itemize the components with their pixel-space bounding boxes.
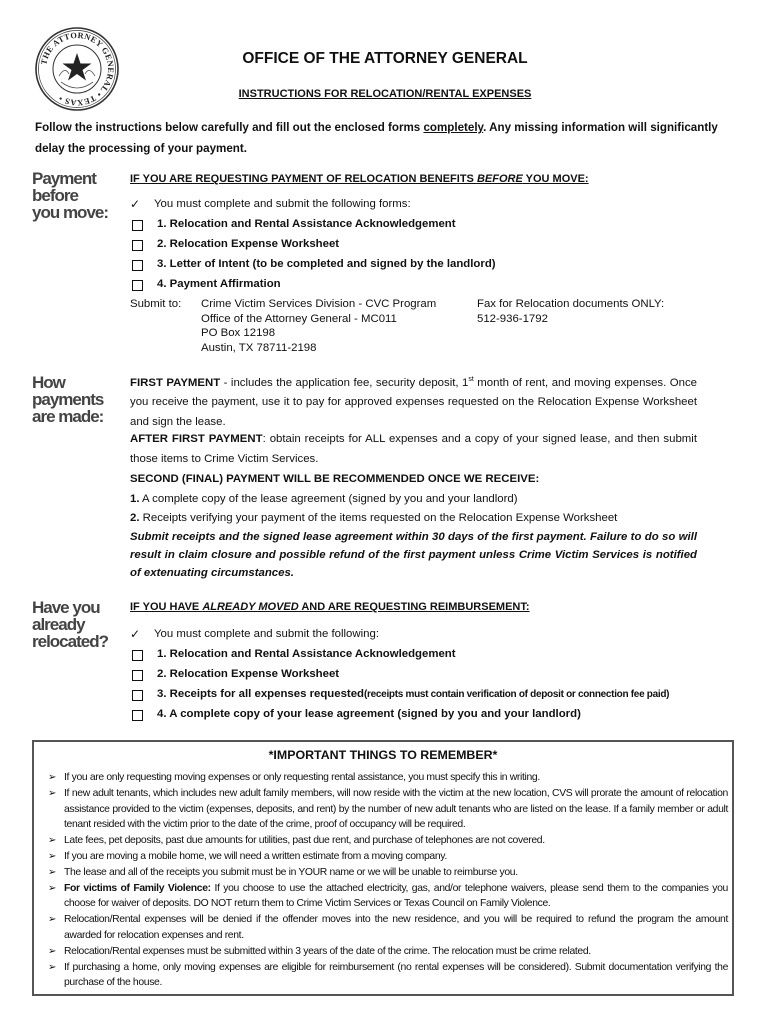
side-label-line: Payment	[32, 169, 96, 188]
bullet-bold-lead: For victims of Family Violence:	[64, 882, 211, 894]
arrow-bullet-icon: ➢	[48, 882, 57, 894]
important-reminders-box	[32, 740, 734, 996]
deadline-warning: Submit receipts and the signed lease agreement within 30 days of the first payment. Failure to do so will result in claim closure and possible refund of the first payment unless Crime Victim Services is notified of extenuating circumstances.	[130, 531, 697, 579]
side-label-line: payments	[32, 390, 104, 409]
bullet-text: If you choose to use the attached electricity, gas, and/or telephone waivers, please send them to the companies you choose for waiver of deposits. DO NOT return them to Crime Victim Services or Texas Council on Family Violence.	[64, 882, 728, 910]
checklist-item-label: 4. Payment Affirmation	[157, 278, 281, 291]
checklist-item	[130, 275, 730, 295]
heading-text: IF YOU HAVE	[130, 601, 203, 613]
section3-heading	[130, 601, 530, 613]
after-first-payment-label: AFTER FIRST PAYMENT	[130, 433, 263, 445]
section3-checklist	[130, 625, 730, 725]
address-line: Crime Victim Services Division - CVC Program	[201, 298, 437, 310]
checkbox[interactable]	[132, 240, 143, 251]
side-label-line: you move:	[32, 203, 109, 222]
side-label-line: Have you	[32, 598, 100, 617]
bullet-text: Relocation/Rental expenses must be submitted within 3 years of the date of the crime. The relocation must be crime related.	[64, 945, 591, 957]
side-label-line: already	[32, 615, 85, 634]
second-payment-block	[130, 470, 697, 529]
bullet-text: Late fees, pet deposits, past due amounts for utilities, past due rent, and purchase of telephones are not covered.	[64, 835, 545, 847]
side-label-line: How	[32, 373, 65, 392]
important-bullet	[48, 865, 728, 881]
checkbox[interactable]	[132, 260, 143, 271]
side-label-line: before	[32, 186, 78, 205]
checklist-item	[130, 665, 730, 685]
second-payment-item	[130, 509, 697, 529]
checklist-item-label: 3. Letter of Intent (to be completed and signed by the landlord)	[157, 258, 496, 271]
side-label-line: relocated?	[32, 632, 108, 651]
arrow-bullet-icon: ➢	[48, 850, 57, 862]
checkbox[interactable]	[132, 280, 143, 291]
important-bullet	[48, 960, 728, 992]
submit-label: Submit to:	[130, 298, 182, 310]
checklist-intro	[130, 195, 730, 215]
checklist-item-label: 3. Receipts for all expenses requested	[157, 688, 365, 701]
bullet-text: Relocation/Rental expenses will be denied if the offender moves into the new residence, and you will be required to refund the program the amount awarded for relocation expenses and rent.	[64, 914, 728, 941]
heading-text: IF YOU ARE REQUESTING PAYMENT OF RELOCATION BENEFITS	[130, 173, 477, 185]
arrow-bullet-icon: ➢	[48, 835, 57, 847]
fax-info	[477, 297, 664, 326]
intro-paragraph	[35, 117, 735, 159]
checklist-item	[130, 645, 730, 665]
superscript: st	[468, 376, 474, 383]
checklist-intro	[130, 625, 730, 645]
checklist-item	[130, 235, 730, 255]
important-bullet	[48, 881, 728, 913]
seal-text: THE ATTORNEY GENERAL • TEXAS •	[39, 30, 116, 108]
section1-checklist	[130, 195, 730, 295]
checkmark-icon: ✓	[130, 197, 141, 212]
address-line: Austin, TX 78711-2198	[201, 341, 317, 354]
important-bullet	[48, 770, 728, 786]
section1-heading	[130, 173, 589, 185]
checkbox[interactable]	[132, 710, 143, 721]
first-payment-text: - includes the application fee, security deposit, 1	[220, 376, 469, 389]
arrow-bullet-icon: ➢	[48, 787, 57, 799]
heading-emphasis: BEFORE	[476, 173, 523, 185]
side-label-payment-before	[32, 170, 132, 221]
checklist-item-label: 1. Relocation and Rental Assistance Acknowledgement	[157, 218, 456, 231]
address-line: Office of the Attorney General - MC011	[201, 312, 397, 325]
side-label-already-relocated	[32, 599, 132, 650]
item-text: Receipts verifying your payment of the items requested on the Relocation Expense Worksheet	[139, 512, 618, 524]
item-text: A complete copy of the lease agreement (signed by you and your landlord)	[139, 492, 518, 505]
side-label-how-payments	[32, 374, 132, 425]
checklist-item-label: 1. Relocation and Rental Assistance Acknowledgement	[157, 648, 456, 661]
arrow-bullet-icon: ➢	[48, 961, 57, 973]
important-bullet	[48, 786, 728, 833]
heading-emphasis: ALREADY MOVED	[202, 601, 299, 613]
address-line: PO Box 12198	[201, 327, 276, 339]
intro-underlined: completely	[423, 121, 484, 134]
checkbox[interactable]	[132, 690, 143, 701]
arrow-bullet-icon: ➢	[48, 945, 57, 957]
arrow-bullet-icon: ➢	[48, 914, 57, 926]
checklist-item-label: 2. Relocation Expense Worksheet	[157, 238, 340, 251]
important-bullet	[48, 833, 728, 849]
checklist-intro-text: You must complete and submit the following:	[154, 628, 379, 641]
bullet-text: If you are only requesting moving expenses or only requesting rental assistance, you must specify this in writing.	[64, 772, 540, 783]
checklist-item	[130, 255, 730, 275]
first-payment-text: month of rent, and moving expenses. Once you receive the payment, use it to pay for approved expenses requested on the Relocation Expense Worksheet and sign the lease.	[130, 376, 697, 428]
checklist-item	[130, 685, 730, 705]
checkbox[interactable]	[132, 220, 143, 231]
important-bullet-list	[48, 770, 728, 991]
intro-text-a: Follow the instructions below carefully and fill out the enclosed forms	[35, 121, 424, 134]
arrow-bullet-icon: ➢	[48, 866, 57, 878]
side-label-line: are made:	[32, 407, 104, 426]
checkbox[interactable]	[132, 650, 143, 661]
page-subtitle: INSTRUCTIONS FOR RELOCATION/RENTAL EXPENSES	[238, 88, 532, 100]
bullet-text: If purchasing a home, only moving expenses are eligible for reimbursement (no rental expenses will be considered). Submit documentation verifying the purchase of the house.	[64, 961, 728, 989]
checklist-item-note: (receipts must contain verification of deposit or connection fee paid)	[364, 689, 670, 701]
first-payment-label: FIRST PAYMENT	[130, 376, 221, 389]
bullet-text: The lease and all of the receipts you submit must be in YOUR name or we will be unable to reimburse you.	[64, 866, 518, 878]
after-first-payment-text: : obtain receipts for ALL expenses and a copy of your signed lease, and then submit those items to Crime Victim Services.	[130, 433, 697, 465]
checklist-item	[130, 215, 730, 235]
heading-text: YOU MOVE:	[522, 173, 589, 185]
important-bullet	[48, 849, 728, 865]
page-title: OFFICE OF THE ATTORNEY GENERAL	[242, 50, 528, 67]
bullet-text: If you are moving a mobile home, we will need a written estimate from a moving company.	[64, 850, 447, 862]
bullet-text: If new adult tenants, which includes new adult family members, will now reside with the victim at the new location, CVS will prorate the amount of relocation assistance provided to the victim (expenses, deposits, and rent) by the number of new adult tenants who are listed on the lease. If a family member or adult tenant resided with the victim prior to the date of the crime, proof of occupancy will be required.	[64, 787, 728, 831]
important-bullet	[48, 944, 728, 960]
checklist-intro-text: You must complete and submit the following forms:	[154, 198, 411, 211]
fax-label: Fax for Relocation documents ONLY:	[477, 298, 665, 310]
intro-text-b: . Any missing information will significantly delay the processing of your payment.	[35, 121, 718, 155]
mailing-address	[201, 297, 436, 355]
first-payment-paragraph	[130, 370, 697, 432]
important-bullet	[48, 912, 728, 944]
checklist-item-label: 4. A complete copy of your lease agreement (signed by you and your landlord)	[157, 708, 581, 721]
arrow-bullet-icon: ➢	[48, 772, 57, 783]
item-number: 2.	[130, 512, 140, 524]
checkmark-icon: ✓	[130, 627, 141, 642]
second-payment-heading: SECOND (FINAL) PAYMENT WILL BE RECOMMENDED ONCE WE RECEIVE:	[130, 473, 540, 485]
checkbox[interactable]	[132, 670, 143, 681]
second-payment-item	[130, 490, 697, 510]
heading-text: AND ARE REQUESTING REIMBURSEMENT:	[298, 601, 530, 613]
checklist-item	[130, 705, 730, 725]
item-number: 1.	[130, 492, 140, 505]
important-title: *IMPORTANT THINGS TO REMEMBER*	[268, 748, 498, 762]
fax-number: 512-936-1792	[477, 312, 548, 325]
checklist-item-label: 2. Relocation Expense Worksheet	[157, 668, 340, 681]
after-first-payment-paragraph	[130, 430, 697, 469]
